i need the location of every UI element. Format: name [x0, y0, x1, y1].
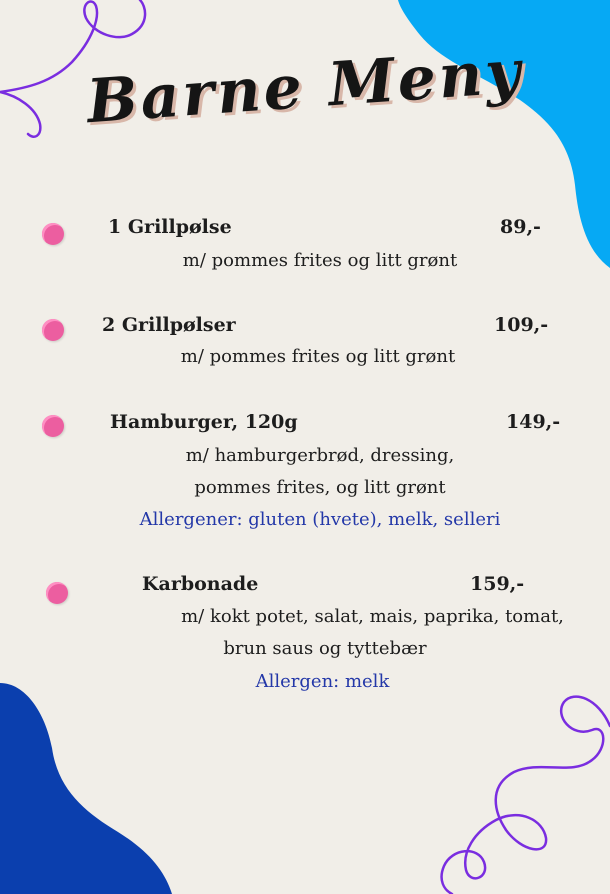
- bullet-dot: [42, 319, 64, 341]
- item-price: 159,-: [470, 573, 525, 595]
- bullet-dot: [46, 582, 68, 604]
- item-name: Karbonade: [142, 573, 259, 595]
- bullet-dot: [42, 415, 64, 437]
- item-description: m/ pommes frites og litt grønt: [182, 250, 458, 271]
- item-allergens: Allergener: gluten (hvete), melk, selleri: [139, 509, 501, 530]
- dark-blue-blob: [0, 683, 172, 894]
- item-name: 1 Grillpølse: [108, 216, 232, 238]
- item-price: 89,-: [500, 216, 541, 238]
- item-description: m/ kokt potet, salat, mais, paprika, tomat,: [181, 606, 564, 627]
- item-price: 109,-: [494, 314, 549, 336]
- purple-squiggle-bottom: [442, 697, 610, 894]
- item-name: 2 Grillpølser: [102, 314, 236, 336]
- item-description: m/ pommes frites og litt grønt: [180, 346, 456, 367]
- item-description: pommes frites, og litt grønt: [194, 477, 446, 498]
- item-description: brun saus og tyttebær: [223, 638, 427, 659]
- item-allergens: Allergen: melk: [255, 671, 390, 692]
- item-description: m/ hamburgerbrød, dressing,: [185, 445, 455, 466]
- item-price: 149,-: [506, 411, 561, 433]
- page-title: Barne Meny: [84, 36, 526, 138]
- item-name: Hamburger, 120g: [110, 411, 298, 433]
- bullet-dot: [42, 223, 64, 245]
